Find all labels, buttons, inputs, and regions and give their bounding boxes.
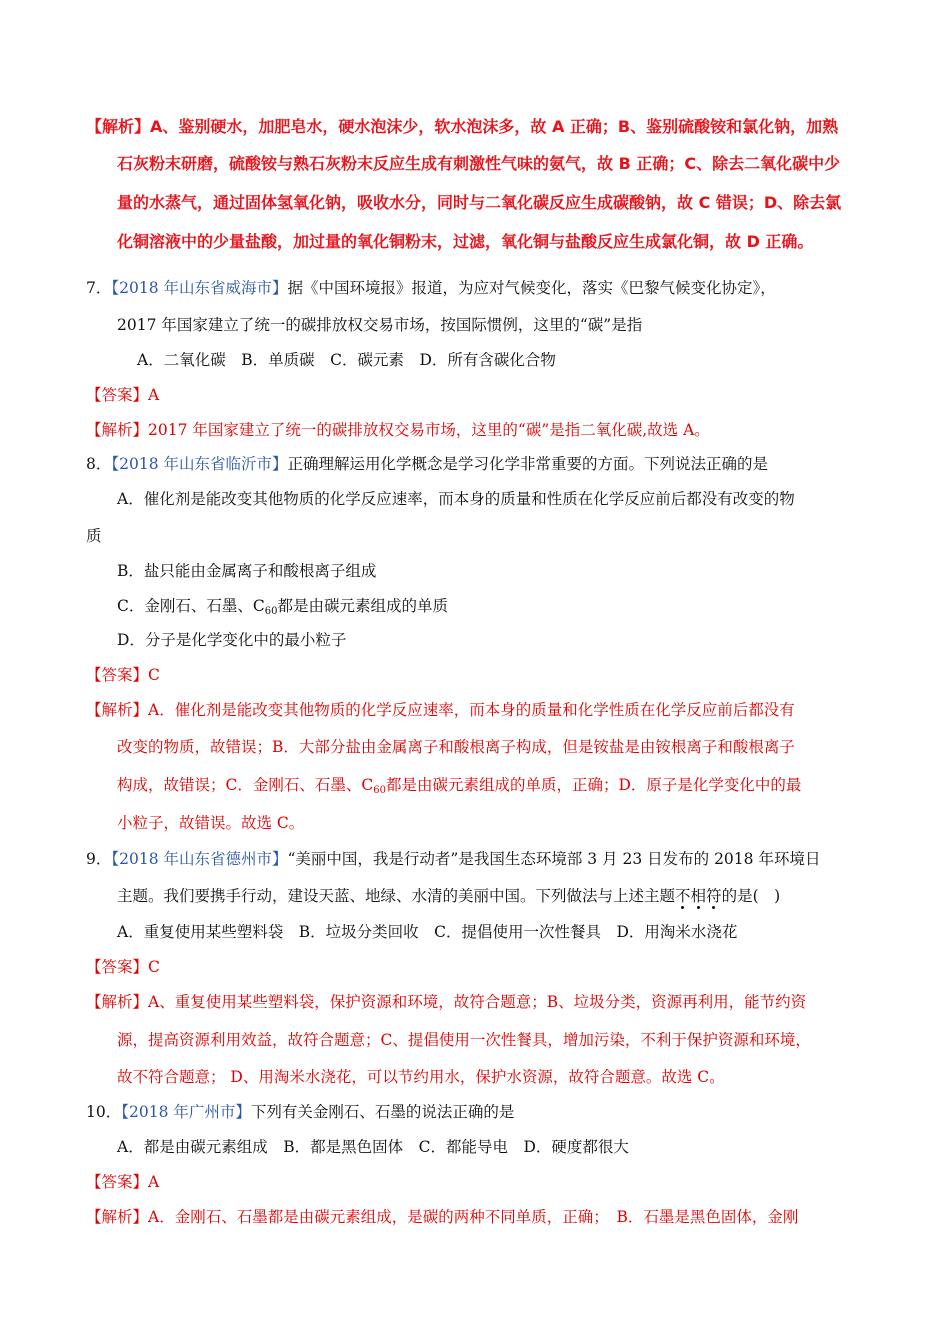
analysis-label: 【解析】 [86,993,149,1011]
question-7-options: A．二氧化碳 B．单质碳 C．碳元素 D．所有含碳化合物 [137,351,556,369]
question-7-analysis [86,420,710,440]
question-text: 的是( ) [721,887,781,905]
question-9-stem-cont [117,886,780,906]
question-10-analysis-1 [86,1207,798,1227]
analysis-text: A．金刚石、石墨都是由碳元素组成，是碳的两种不同单质，正确； B．石墨是黑色固体，金刚 [148,1208,799,1226]
question-10-options: A．都是由碳元素组成 B．都是黑色固体 C．都能导电 D．硬度都很大 [117,1138,629,1156]
subscript: 60 [264,606,278,617]
question-8-analysis-4: 小粒子，故错误。故选 C。 [117,814,305,832]
question-text: 主题。我们要携手行动，建设天蓝、地绿、水清的美丽中国。下列做法与上述主题 [117,887,676,905]
question-8-analysis-2: 改变的物质，故错误；B．大部分盐由金属离子和酸根离子构成，但是铵盐是由铵根离子和酸根离子 [117,738,795,756]
question-text: 据《中国环境报》报道，为应对气候变化，落实《巴黎气候变化协定》， [287,279,776,297]
question-8-stem [86,454,768,474]
question-10-stem [86,1102,514,1122]
question-9-answer [86,957,160,977]
analysis-text: 都是由碳元素组成的单质，正确；D．原子是化学变化中的最 [385,776,802,794]
question-8-option-c [117,596,448,622]
question-source: 【2018 年山东省临沂市】 [111,455,288,473]
question-8-option-a: A．催化剂是能改变其他物质的化学反应速率，而本身的质量和性质在化学反应前后都没有改变的物 [117,490,795,508]
answer-value: C [148,958,160,976]
subscript: 60 [373,785,386,796]
answer-label: 【答案】 [86,958,149,976]
option-text: 都是由碳元素组成的单质 [277,597,448,615]
analysis-text: A、鉴别硬水，加肥皂水，硬水泡沫少，软水泡沫多，故 A 正确；B、鉴别硫酸铵和氯化钠，加熟 [150,117,839,136]
question-text: “美丽中国，我是行动者”是我国生态环境部 3 月 23 日发布的 2018 年环境日 [287,850,821,868]
question-source: 【2018 年广州市】 [121,1103,251,1121]
question-number: 7． [86,279,112,297]
analysis-text: 构成，故错误；C．金刚石、石墨、C [117,776,374,794]
question-10-answer [86,1172,159,1192]
question-text: 正确理解运用化学概念是学习化学非常重要的方面。下列说法正确的是 [287,455,769,473]
question-number: 8． [86,455,112,473]
question-8-answer [86,665,160,685]
question-9-analysis-3: 故不符合题意； D、用淘米水浇花，可以节约用水，保护水资源，故符合题意。故选 C。 [117,1068,725,1086]
analysis-6-line-1 [86,117,838,137]
question-8-option-a-cont: 质 [86,527,102,545]
question-9-analysis-2: 源，提高资源利用效益，故符合题意；C、提倡使用一次性餐具，增加污染，不利于保护资源和环境， [117,1031,811,1049]
question-9-analysis-1 [86,992,806,1012]
analysis-label: 【解析】 [86,421,149,439]
question-8-option-b: B．盐只能由金属离子和酸根离子组成 [117,562,377,580]
answer-value: A [148,1173,160,1191]
option-text: C．金刚石、石墨、C [117,597,265,615]
question-8-analysis-3 [117,775,801,801]
question-8-analysis-1 [86,700,795,720]
answer-value: C [148,666,160,684]
question-source: 【2018 年山东省德州市】 [111,850,288,868]
analysis-text: A、重复使用某些塑料袋，保护资源和环境，故符合题意；B、垃圾分类，资源再利用，能节约资 [148,993,807,1011]
answer-label: 【答案】 [86,386,149,404]
question-text: 下列有关金刚石、石墨的说法正确的是 [250,1103,515,1121]
question-source: 【2018 年山东省威海市】 [111,279,288,297]
question-number: 10． [86,1103,122,1121]
emphasis-char: 符 [706,887,722,905]
answer-label: 【答案】 [86,666,149,684]
answer-label: 【答案】 [86,1173,149,1191]
analysis-text: 2017 年国家建立了统一的碳排放权交易市场，这里的“碳”是指二氧化碳,故选 A。 [148,421,710,439]
analysis-label: 【解析】 [86,701,149,719]
answer-value: A [148,386,160,404]
question-9-stem [86,849,820,869]
analysis-label: 【解析】 [86,1208,149,1226]
question-7-stem [86,278,776,298]
question-7-answer [86,385,159,405]
question-8-option-d: D．分子是化学变化中的最小粒子 [117,631,347,649]
emphasis-char: 相 [690,887,707,905]
question-number: 9． [86,850,112,868]
analysis-6-line-2: 石灰粉末研磨，硫酸铵与熟石灰粉末反应生成有刺激性气味的氨气，故 B 正确；C、除去二氧化碳中少 [117,154,841,173]
analysis-6-line-3: 量的水蒸气，通过固体氢氧化钠，吸收水分，同时与二氧化碳反应生成碳酸钠，故 C 错误；D、除去氯 [117,193,842,212]
analysis-label: 【解析】 [86,117,151,136]
question-7-stem-cont: 2017 年国家建立了统一的碳排放权交易市场，按国际惯例，这里的“碳”是指 [117,316,643,334]
analysis-6-line-4: 化铜溶液中的少量盐酸，加过量的氧化铜粉末，过滤，氧化铜与盐酸反应生成氯化铜，故 D 正确。 [117,232,814,251]
analysis-text: A．催化剂是能改变其他物质的化学反应速率，而本身的质量和化学性质在化学反应前后都没有 [148,701,795,719]
question-9-options: A．重复使用某些塑料袋 B．垃圾分类回收 C．提倡使用一次性餐具 D．用淘米水浇花 [117,923,738,941]
emphasis-char: 不 [675,887,691,905]
